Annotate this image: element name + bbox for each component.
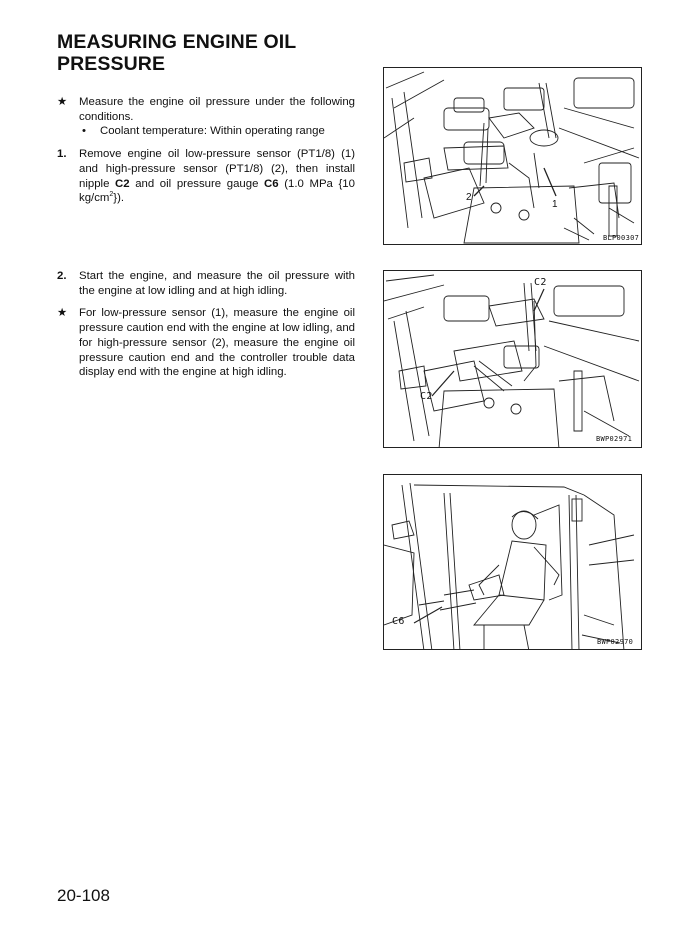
step-2-number: 2.: [57, 270, 67, 282]
figure-engine-sensors: [383, 67, 642, 245]
star-icon: ★: [57, 96, 68, 108]
step-1-text-a: Remove engine oil low-pressure sensor (PT1/8) (1) and high-pressure sensor (PT1/8) (2), then install nipple: [79, 148, 355, 190]
step-1: [57, 147, 355, 206]
operator-cab-illustration: [384, 475, 642, 650]
star-icon: ★: [57, 307, 68, 320]
bullet-condition: [57, 124, 355, 139]
superscript-2: 2: [109, 191, 114, 199]
star-note-text: For low-pressure sensor (1), measure the engine oil pressure caution end with the engine at low idling, and for high-pressure sensor (2), measure the engine oil pressure caution end and the controller trouble data display end with the engine at high idling.: [79, 307, 355, 379]
nipple-code: C2: [115, 177, 130, 190]
figure-2-code: BWP02971: [596, 435, 633, 443]
figure-3-code: BWP02970: [597, 638, 634, 646]
engine-sensor-illustration: [384, 68, 642, 245]
figure-1-label-2: 2: [466, 192, 472, 203]
figure-3-label-c6: C6: [392, 616, 405, 627]
step-1-text-f: }).: [113, 192, 125, 205]
figure-2-label-c2-left: C2: [420, 391, 433, 402]
figure-2-label-c2-top: C2: [534, 277, 547, 288]
figure-1-code: BLP00307: [603, 234, 640, 242]
figure-nipple-installation: [383, 270, 642, 448]
instruction-block-1: [57, 95, 355, 206]
figure-operator-cab: [383, 474, 642, 650]
star-note-measure: [57, 306, 355, 380]
step-1-number: 1.: [57, 148, 67, 161]
star-note-text: Measure the engine oil pressure under the following conditions.: [79, 96, 355, 123]
step-2-text: Start the engine, and measure the oil pressure with the engine at low idling and at high idling.: [79, 270, 355, 297]
page-number: 20-108: [57, 886, 110, 905]
star-note-conditions: [57, 95, 355, 124]
figure-1-label-1: 1: [552, 199, 558, 210]
step-2: [57, 269, 355, 298]
step-1-text-e: (1.0 MPa {10 kg/cm: [79, 177, 355, 205]
gauge-code: C6: [264, 177, 279, 190]
step-1-text-c: and oil pressure gauge: [129, 177, 265, 190]
bullet-icon: •: [82, 125, 86, 138]
bullet-text: Coolant temperature: Within operating range: [100, 125, 325, 138]
instruction-block-2: [57, 269, 355, 380]
nipple-illustration: [384, 271, 642, 448]
page-title: MEASURING ENGINE OIL PRESSURE: [57, 31, 296, 75]
